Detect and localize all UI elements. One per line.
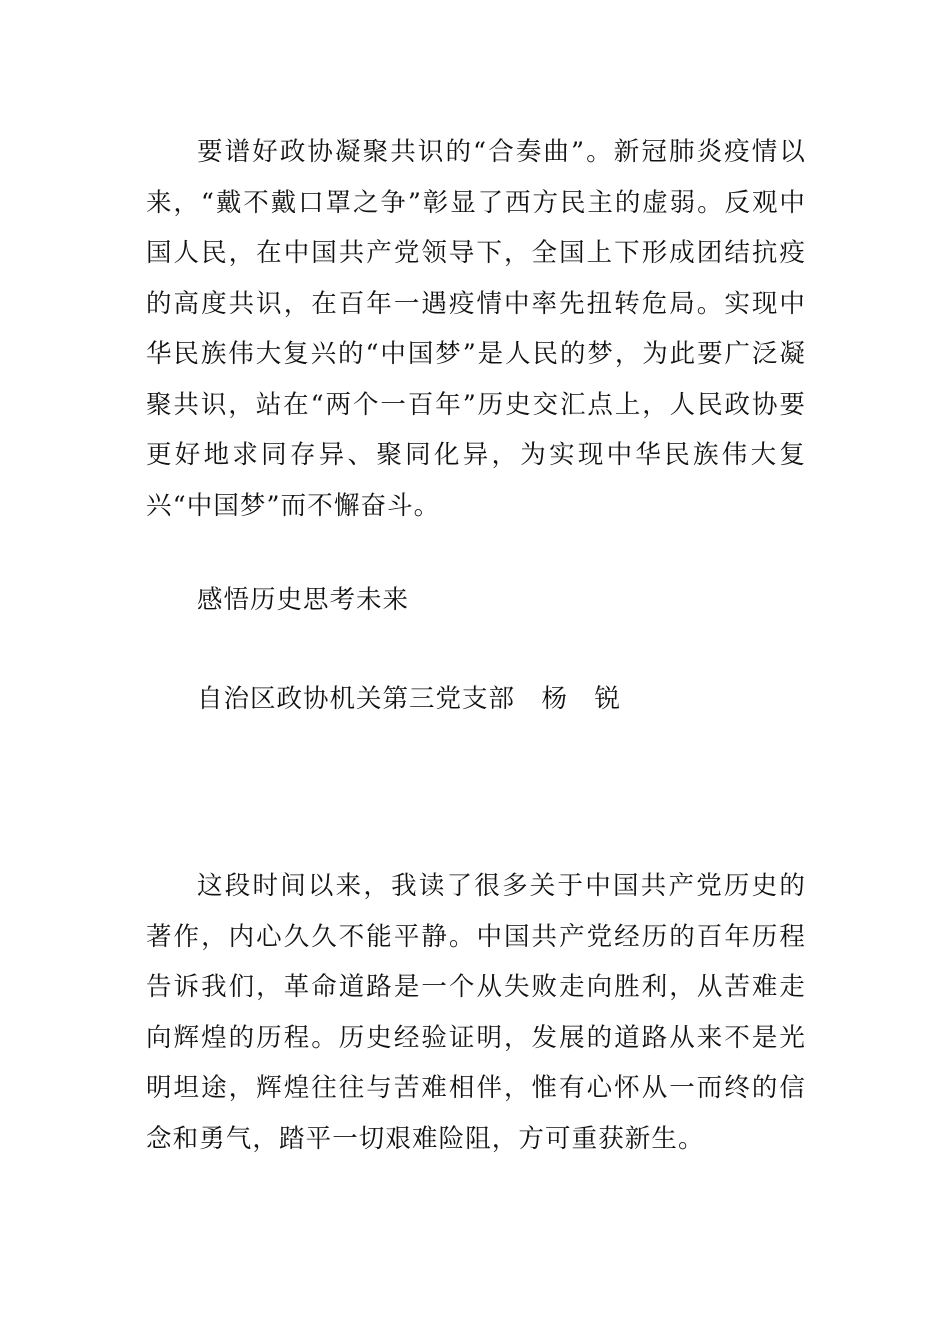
article-title: 感悟历史思考未来: [197, 585, 410, 615]
author-byline: 自治区政协机关第三党支部 杨 锐: [197, 684, 622, 714]
body-paragraph: 要谱好政协凝聚共识的“合奏曲”。新冠肺炎疫情以来，“戴不戴口罩之争”彰显了西方民主的虚弱。反观中国人民，在中国共产党领导下，全国上下形成团结抗疫的高度共识，在百年一遇疫情中率先扭转危局。实现中华民族伟大复兴的“中国梦”是人民的梦，为此要广泛凝聚共识，站在“两个一百年”历史交汇点上，人民政协要更好地求同存异、聚同化异，为实现中华民族伟大复兴“中国梦”而不懈奋斗。: [146, 137, 806, 521]
body-paragraph: 这段时间以来，我读了很多关于中国共产党历史的著作，内心久久不能平静。中国共产党经历的百年历程告诉我们，革命道路是一个从失败走向胜利，从苦难走向辉煌的历程。历史经验证明，发展的道路从来不是光明坦途，辉煌往往与苦难相伴，惟有心怀从一而终的信念和勇气，踏平一切艰难险阻，方可重获新生。: [146, 871, 806, 1154]
